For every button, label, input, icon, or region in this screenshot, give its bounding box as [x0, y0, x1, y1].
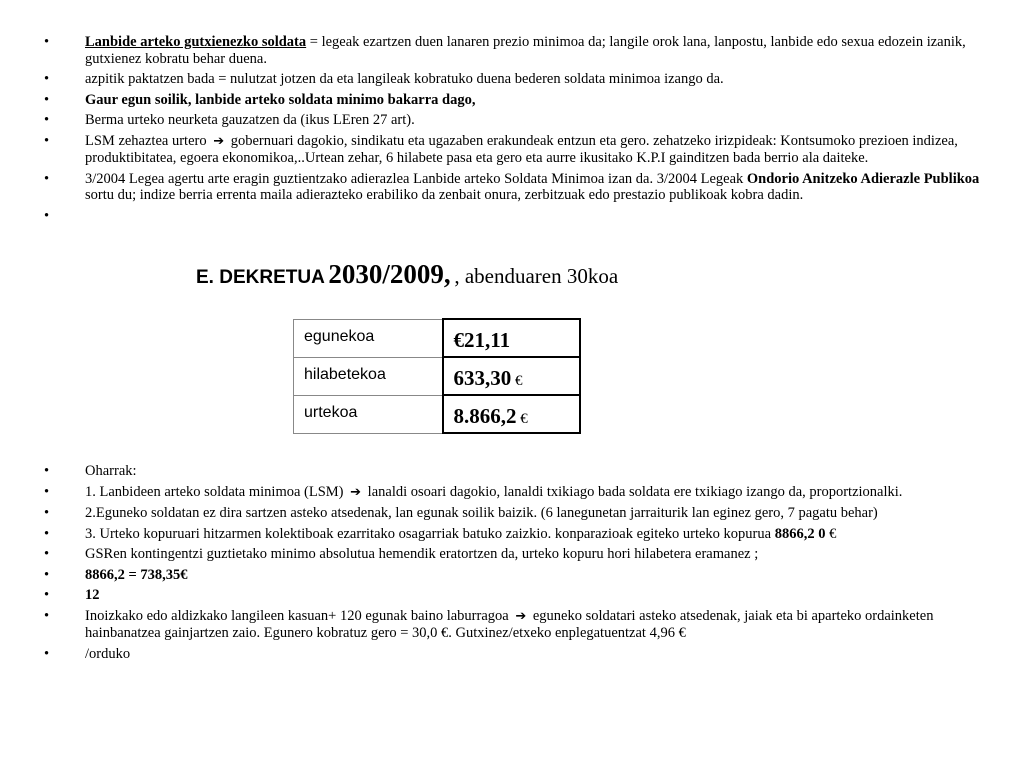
decree-date: , abenduaren 30koa	[454, 264, 619, 288]
minimum-wage-table	[293, 318, 581, 434]
list-item	[44, 171, 1010, 204]
item-bold-text: 8866,2 = 738,35€	[85, 566, 188, 583]
item-text: 2.Eguneko soldatan ez dira sartzen asteko atsedenak, lan egunak soilik baizik. (6 lanegunetan jarraiturik lan eginez gero, 7 pagatu behar)	[85, 505, 878, 521]
wage-value	[443, 357, 580, 395]
list-item	[44, 463, 1010, 480]
item-text: GSRen kontingentzi guztietako minimo absolutua hemendik eratortzen da, urteko kopuru hori hilabetera eramanez ;	[85, 546, 759, 562]
wage-value	[443, 319, 580, 357]
wage-value	[443, 395, 580, 433]
list-item	[44, 608, 1010, 642]
item-text: /orduko	[85, 645, 131, 662]
decree-number: 2030/2009,	[328, 259, 451, 289]
item-text: Berma urteko neurketa gauzatzen da (ikus LEren 27 art).	[85, 112, 415, 128]
list-item	[44, 92, 1010, 109]
notes-bullet-list	[44, 463, 1010, 666]
list-item	[44, 526, 1010, 543]
item-bold-text: 12	[85, 587, 100, 603]
list-item	[44, 484, 1010, 502]
item-text: gobernuari dagokio, sindikatu eta ugazaben erakundeak entzun eta gero. zehatzeko irizpideak: Kontsumoko prezioen indizea, produktibitatea, egoera ekonomikoa,..Urtean zehar, 6 hilabete pasa eta gero eta aurre ikusitako K.P.I gainditzen bada berrio ala daiteke.	[85, 132, 958, 166]
decree-heading	[196, 259, 618, 290]
decree-label: E. DEKRETUA	[196, 267, 325, 288]
arrow-right-icon: ➔	[350, 484, 362, 500]
item-text: 3. Urteko kopuruari hitzarmen kolektiboak ezarritako osagarriak batuko zaizkio. konparazioak egiteko urteko kopurua	[85, 525, 775, 542]
period-label: urtekoa	[294, 395, 443, 433]
item-text: lanaldi osoari dagokio, lanaldi txikiago bada soldata ere txikiago izango da, proportzionalki.	[364, 483, 903, 500]
item-text: LSM zehaztea urtero	[85, 132, 211, 149]
period-label: egunekoa	[294, 319, 443, 357]
list-item	[44, 112, 1010, 129]
item-text: azpitik paktatzen bada = nulutzat jotzen da eta langileak kobratuko duena bederen soldata minimoa izango da.	[85, 71, 724, 87]
list-item	[44, 505, 1010, 522]
item-text: 3/2004 Legea agertu arte eragin guztientzako adierazlea Lanbide arteko Soldata Minimoa izan da. 3/2004 Legeak	[85, 170, 747, 187]
arrow-right-icon: ➔	[515, 608, 527, 624]
item-bold-text: Ondorio Anitzeko Adierazle Publikoa	[746, 170, 980, 187]
item-term: Lanbide arteko gutxienezko soldata	[85, 34, 307, 50]
wage-amount: €21,11	[453, 328, 511, 352]
list-item	[44, 71, 1010, 88]
list-item	[44, 34, 1010, 67]
item-text: 1. Lanbideen arteko soldata minimoa (LSM)	[85, 483, 348, 500]
list-item	[44, 567, 1010, 584]
item-text: Oharrak:	[85, 463, 137, 479]
item-text: eguneko soldatari asteko atsedenak, jaiak eta bi aparteko ordainketen hainbanatzea gainjartzen zaio. Egunero kobratuz gero = 30,0 €. Gutxinez/etxeko enplegatuentzat 4,96 €	[85, 607, 934, 641]
list-item	[44, 546, 1010, 563]
table-row	[294, 395, 580, 433]
arrow-right-icon: ➔	[213, 133, 225, 149]
list-item	[44, 133, 1010, 167]
top-bullet-list	[44, 34, 1010, 208]
item-text: €	[825, 525, 837, 542]
item-text: Gaur egun soilik, lanbide arteko soldata minimo bakarra dago,	[85, 91, 476, 108]
list-item	[44, 646, 1010, 663]
table-row	[294, 319, 580, 357]
currency-symbol: €	[511, 373, 523, 389]
item-text: = legeak ezartzen duen lanaren prezio minimoa da; langile orok lana, lanpostu, lanbide edo sexua edozein izanik, gutxienez kobratu behar duena.	[85, 34, 966, 67]
period-label: hilabetekoa	[294, 357, 443, 395]
wage-amount: 633,30	[453, 366, 512, 390]
list-item	[44, 587, 1010, 604]
currency-symbol: €	[516, 411, 528, 427]
item-text: Inoizkako edo aldizkako langileen kasuan+ 120 egunak baino laburragoa	[85, 607, 513, 624]
wage-amount: 8.866,2	[453, 404, 517, 428]
item-text: sortu du; indize berria errenta maila adierazteko erabiliko da zenbait onura, zerbitzuak edo prestazio publikoak kobra dadin.	[85, 187, 804, 203]
item-bold-text: 8866,2 0	[774, 525, 826, 542]
table-row	[294, 357, 580, 395]
